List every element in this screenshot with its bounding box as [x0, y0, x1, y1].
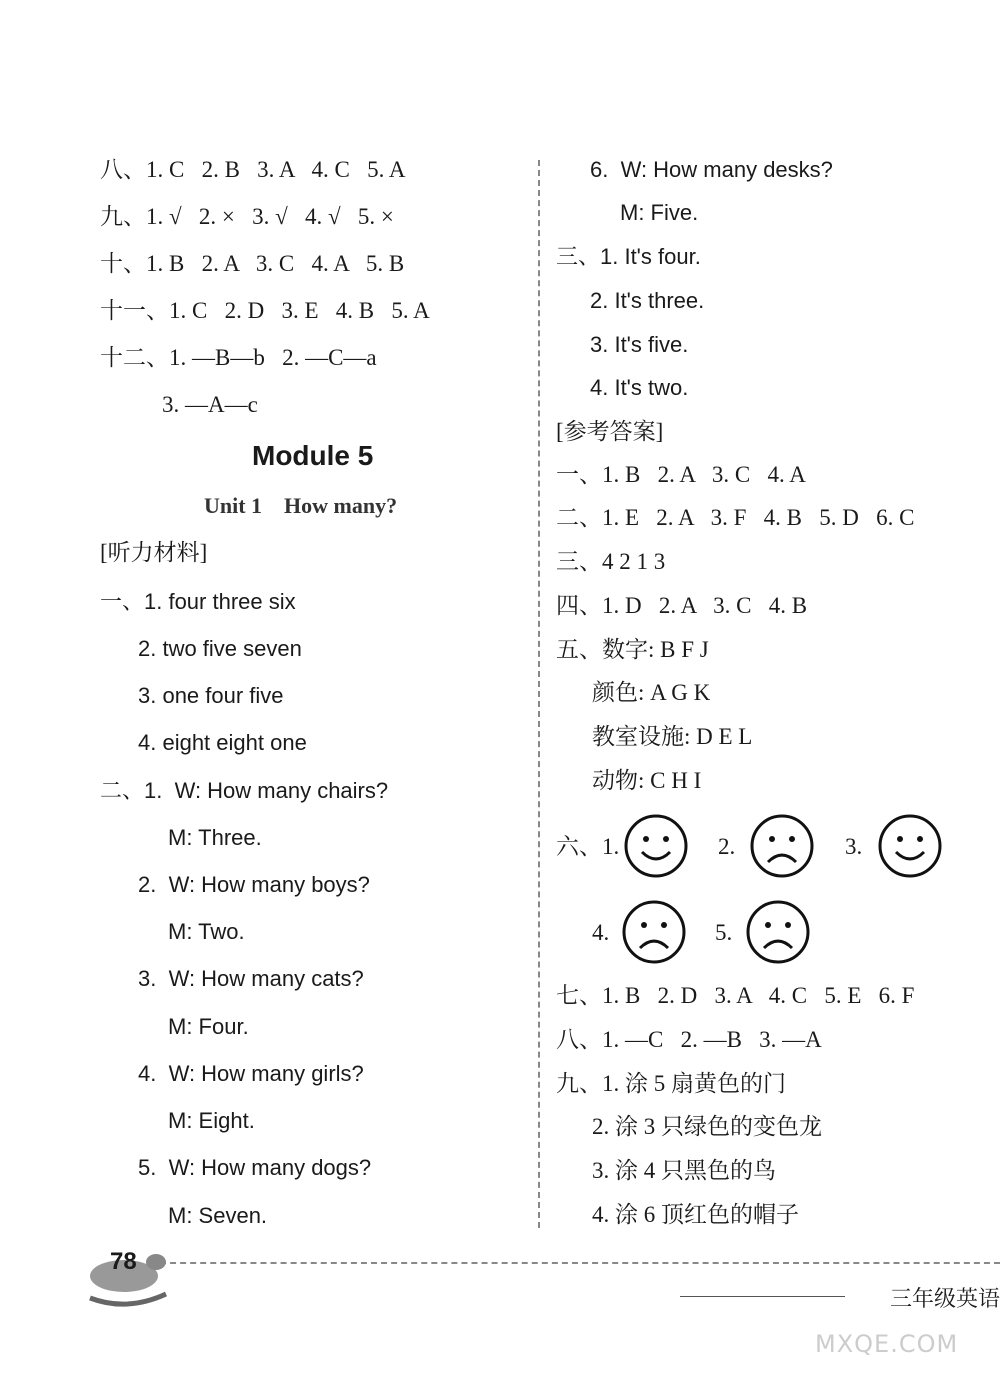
answer-line: 五、数字: B F J: [556, 637, 709, 662]
answer-line: 一、1. B 2. A 3. C 4. A: [556, 462, 806, 487]
footer-rule: [680, 1296, 845, 1297]
answer-line: 动物: C H I: [592, 768, 702, 793]
faces-number: 2.: [718, 834, 736, 859]
module-title: Module 5: [252, 440, 374, 471]
answer-line: 4. 涂 6 顶红色的帽子: [592, 1202, 799, 1227]
script-line: 2. It's three.: [590, 288, 705, 313]
script-line: 二、1. W: How many chairs?: [100, 778, 389, 803]
faces-number: 5.: [715, 920, 733, 945]
script-line: 5. W: How many dogs?: [138, 1155, 372, 1180]
answer-line: 颜色: A G K: [592, 680, 711, 705]
script-line: 2. two five seven: [138, 636, 302, 661]
answer-line: 七、1. B 2. D 3. A 4. C 5. E 6. F: [556, 983, 915, 1008]
answer-line: 九、1. √ 2. × 3. √ 4. √ 5. ×: [100, 204, 394, 229]
faces-label: 六、1.: [556, 834, 620, 859]
script-line: 3. It's five.: [590, 332, 689, 357]
answer-line: 十、1. B 2. A 3. C 4. A 5. B: [100, 251, 405, 276]
script-line: M: Five.: [620, 200, 699, 225]
watermark: MXQE.COM: [815, 1330, 959, 1358]
answer-line: 二、1. E 2. A 3. F 4. B 5. D 6. C: [556, 505, 915, 530]
book-title: 三年级英语: [890, 1287, 1000, 1312]
script-line: M: Two.: [168, 919, 245, 944]
script-line: 2. W: How many boys?: [138, 872, 370, 897]
column-divider: [538, 160, 540, 1228]
answer-line: 十一、1. C 2. D 3. E 4. B 5. A: [100, 298, 430, 323]
answer-line: 八、1. C 2. B 3. A 4. C 5. A: [100, 157, 406, 182]
script-line: M: Seven.: [168, 1203, 268, 1228]
sad-face-icon: [746, 900, 810, 964]
page-number: 78: [110, 1248, 137, 1275]
answer-line: 3. 涂 4 只黑色的鸟: [592, 1158, 776, 1183]
answer-line: 教室设施: D E L: [592, 724, 753, 749]
faces-number: 3.: [845, 834, 863, 859]
section-heading: [参考答案]: [556, 419, 664, 444]
answer-line: 四、1. D 2. A 3. C 4. B: [556, 593, 808, 618]
unit-title: Unit 1 How many?: [204, 493, 398, 518]
answer-line: 3. —A—c: [162, 392, 258, 417]
script-line: 三、1. It's four.: [556, 244, 701, 269]
script-line: 4. It's two.: [590, 375, 689, 400]
script-line: 一、1. four three six: [100, 589, 296, 614]
answer-line: 十二、1. —B—b 2. —C—a: [100, 345, 377, 370]
answer-line: 三、4 2 1 3: [556, 549, 666, 574]
script-line: 6. W: How many desks?: [590, 157, 833, 182]
section-heading: [听力材料]: [100, 540, 208, 565]
script-line: 3. one four five: [138, 683, 284, 708]
sad-face-icon: [622, 900, 686, 964]
script-line: M: Eight.: [168, 1108, 255, 1133]
answer-line: 八、1. —C 2. —B 3. —A: [556, 1027, 822, 1052]
answer-line: 九、1. 涂 5 扇黄色的门: [556, 1071, 786, 1096]
script-line: M: Four.: [168, 1014, 249, 1039]
faces-number: 4.: [592, 920, 610, 945]
script-line: M: Three.: [168, 825, 262, 850]
script-line: 3. W: How many cats?: [138, 966, 364, 991]
sad-face-icon: [750, 814, 814, 878]
footer-divider: [160, 1262, 1000, 1264]
script-line: 4. W: How many girls?: [138, 1061, 364, 1086]
script-line: 4. eight eight one: [138, 730, 307, 755]
smiley-face-icon: [878, 814, 942, 878]
answer-line: 2. 涂 3 只绿色的变色龙: [592, 1114, 822, 1139]
smiley-face-icon: [624, 814, 688, 878]
